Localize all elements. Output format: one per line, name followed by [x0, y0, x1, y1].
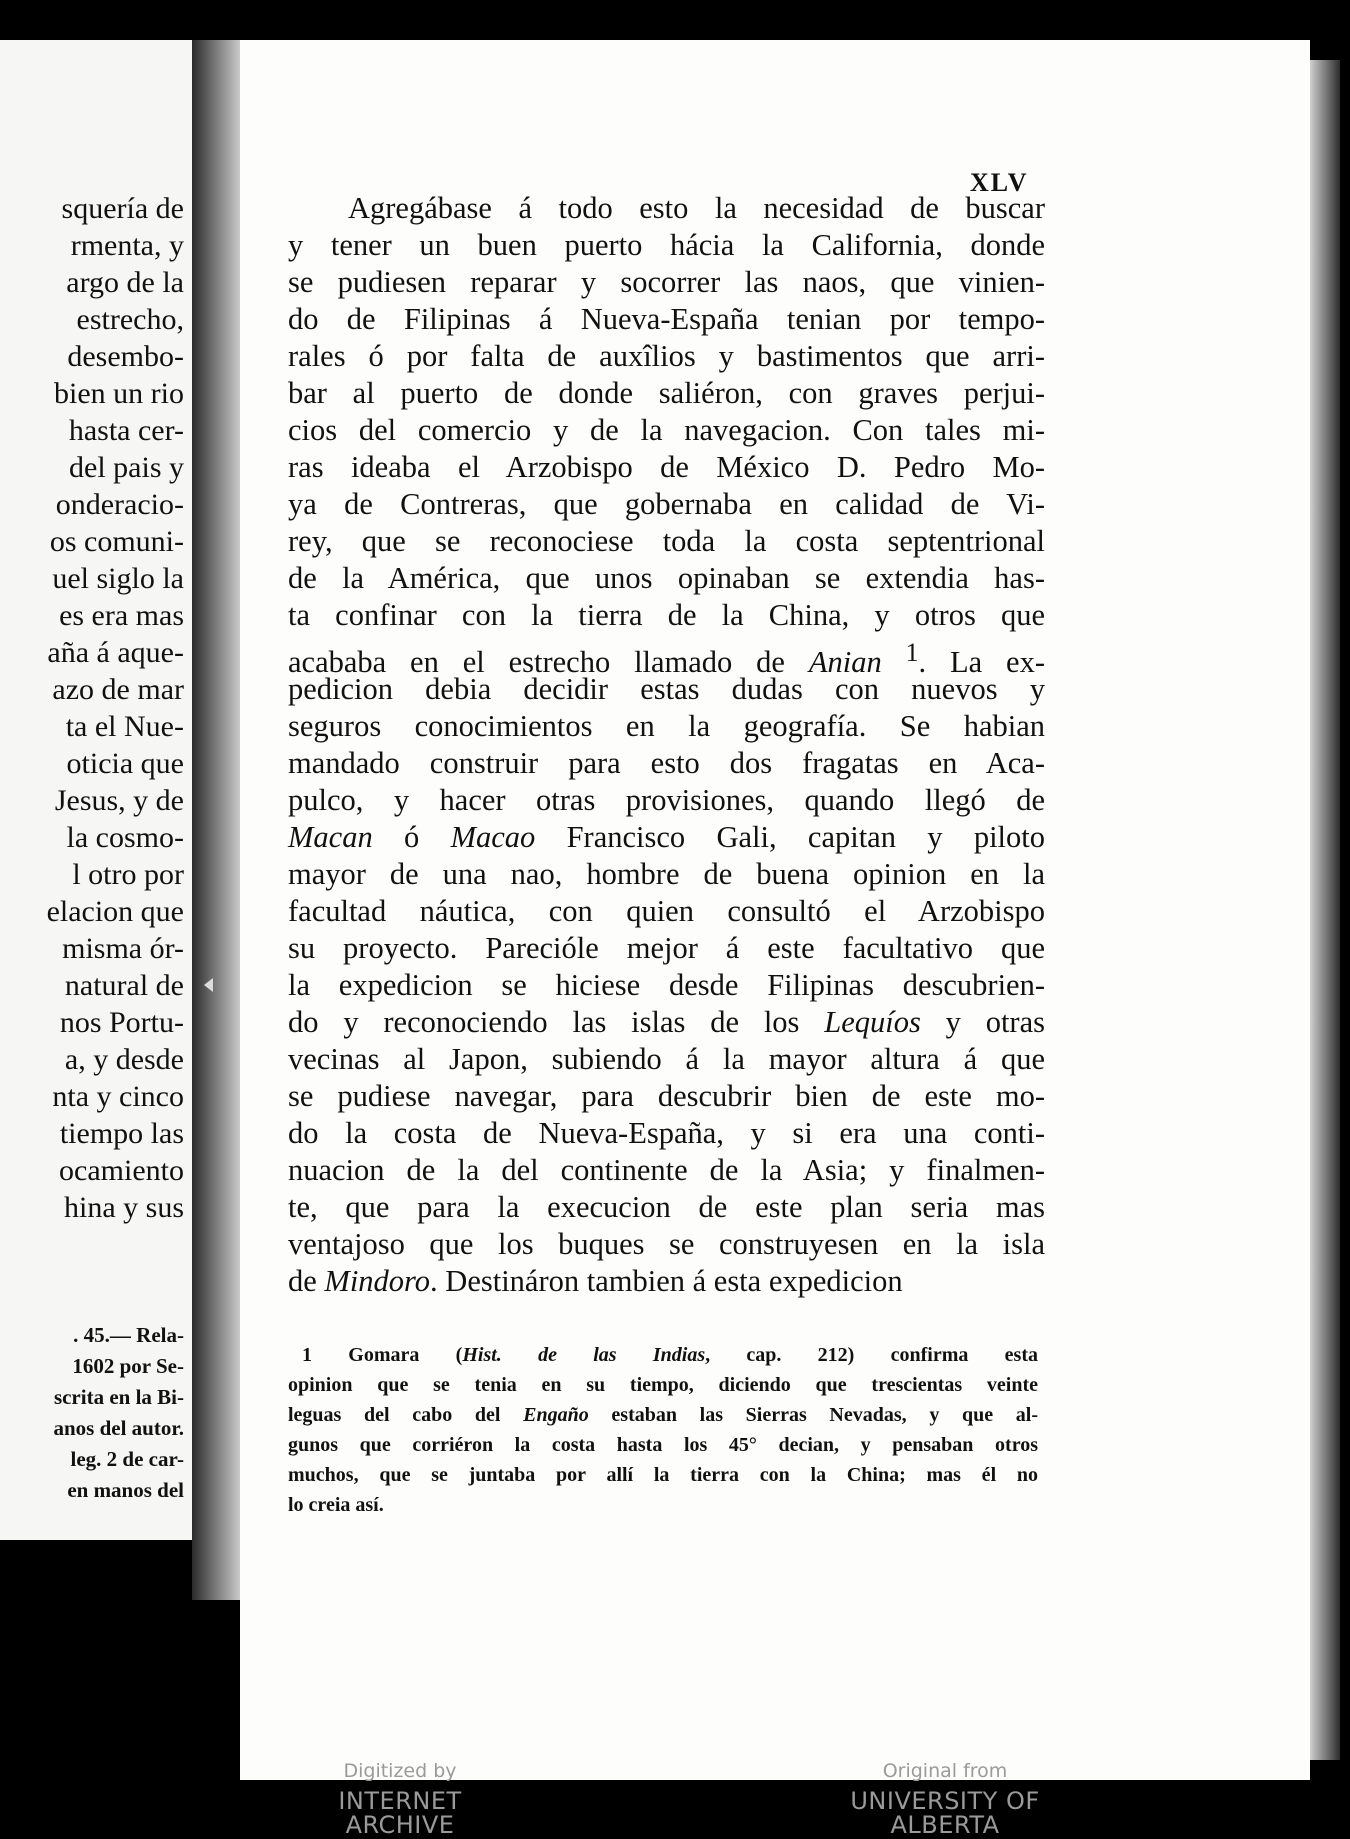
text-line: Agregábase á todo esto la necesidad de buscar: [348, 191, 1045, 225]
watermark-label: Digitized by: [343, 1760, 457, 1782]
italic-place-name: Lequíos: [824, 1005, 921, 1039]
page-edge-marker: [204, 978, 213, 992]
footnote-line: [288, 1340, 1038, 1370]
footnote-number: 1: [302, 1344, 312, 1366]
text-segment: y otras: [920, 1005, 1045, 1039]
text-line: se pudiese navegar, para descubrir bien de este mo-: [288, 1079, 1045, 1113]
left-page-line: l otro por: [72, 858, 184, 891]
text-segment: estaban las Sierras Nevadas, y que al-: [588, 1404, 1038, 1426]
left-page-line: oticia que: [66, 747, 184, 780]
text-segment: , cap. 212) confirma esta: [705, 1344, 1038, 1366]
left-facing-page: [0, 40, 192, 1540]
left-page-line: aña á aque-: [47, 636, 184, 669]
text-line: ras ideaba el Arzobispo de México D. Pedro Mo-: [288, 450, 1045, 484]
left-page-note-line: . 45.— Rela-: [73, 1323, 184, 1347]
text-line: mayor de una nao, hombre de buena opinion en la: [288, 857, 1045, 891]
italic-place-name: Anian: [808, 645, 882, 680]
left-page-line: tiempo las: [59, 1117, 184, 1150]
page-edge-shadow: [1310, 60, 1340, 1760]
watermark-source: INTERNET ARCHIVE: [338, 1787, 462, 1839]
left-page-line: bien un rio: [54, 377, 184, 410]
text-segment: acababa en el estrecho llamado de: [288, 645, 809, 680]
left-page-line: argo de la: [66, 266, 184, 299]
footnote-line: muchos, que se juntaba por allí la tierra con la China; mas él no: [288, 1464, 1038, 1486]
italic-place-name: Mindoro: [324, 1264, 431, 1298]
footnote-line: opinion que se tenia en su tiempo, diciendo que trescientas veinte: [288, 1374, 1038, 1396]
text-line: do de Filipinas á Nueva-España tenian por tempo-: [288, 302, 1045, 336]
text-line-macao: [288, 819, 1045, 856]
footnote-line: [288, 1400, 1038, 1430]
text-line: nuacion de la del continente de la Asia; y finalmen-: [288, 1153, 1045, 1187]
left-page-line: es era mas: [59, 599, 184, 632]
body-text: [288, 190, 1045, 1300]
text-line: rey, que se reconociese toda la costa septentrional: [288, 524, 1045, 558]
text-segment: ó: [372, 820, 451, 854]
italic-title: Hist. de las Indias: [462, 1344, 706, 1366]
left-page-line: nta y cinco: [52, 1080, 184, 1113]
watermark-label: Original from: [882, 1760, 1008, 1782]
text-line: pedicion debia decidir estas dudas con nuevos y: [288, 672, 1045, 706]
left-page-note-line: 1602 por Se-: [72, 1354, 184, 1378]
left-page-line: hina y sus: [64, 1191, 184, 1224]
text-line: vecinas al Japon, subiendo á la mayor altura á que: [288, 1042, 1045, 1076]
text-line-lequios: [288, 1004, 1045, 1041]
left-page-line: azo de mar: [52, 673, 184, 706]
text-segment: leguas del cabo del: [288, 1404, 524, 1426]
text-line: bar al puerto de donde saliéron, con graves perjui-: [288, 376, 1045, 410]
italic-place-name: Engaño: [523, 1404, 589, 1426]
page-number: XLV: [970, 168, 1029, 197]
text-line: rales ó por falta de auxîlios y bastimentos que arri-: [288, 339, 1045, 373]
left-page-line: uel siglo la: [52, 562, 184, 595]
left-page-line: desembo-: [67, 340, 184, 373]
left-page-line: natural de: [64, 969, 184, 1002]
left-page-line: onderacio-: [55, 488, 184, 521]
left-page-line: misma ór-: [62, 932, 184, 965]
digitized-by-watermark: [290, 1762, 510, 1837]
text-line: pulco, y hacer otras provisiones, quando llegó de: [288, 783, 1045, 817]
text-line: seguros conocimientos en la geografía. Se habian: [288, 709, 1045, 743]
left-page-line: rmenta, y: [70, 229, 184, 262]
text-line: ya de Contreras, que gobernaba en calidad de Vi-: [288, 487, 1045, 521]
text-segment: Francisco Gali, capitan y piloto: [535, 820, 1046, 854]
italic-place-name: Macao: [450, 820, 536, 854]
footnote-line: gunos que corriéron la costa hasta los 45° decian, y pensaban otros: [288, 1434, 1038, 1456]
left-page-line: ta el Nue-: [65, 710, 184, 743]
left-page-note-line: en manos del: [67, 1478, 184, 1502]
footnote: [288, 1340, 1038, 1520]
text-line: te, que para la execucion de este plan seria mas: [288, 1190, 1045, 1224]
left-page-note-line: leg. 2 de car-: [70, 1447, 184, 1471]
text-line: su proyecto. Parecióle mejor á este facultativo que: [288, 931, 1045, 965]
text-line: de la América, que unos opinaban se extendia has-: [288, 561, 1045, 595]
text-line-mindoro: [288, 1263, 1045, 1300]
left-page-line: os comuni-: [49, 525, 184, 558]
left-page-note-line: anos del autor.: [53, 1416, 184, 1440]
text-segment: de: [288, 1264, 325, 1298]
left-page-line: elacion que: [46, 895, 184, 928]
watermark-source: UNIVERSITY OF ALBERTA: [850, 1787, 1040, 1839]
text-segment: . Destináron tambien á esta expedicion: [430, 1264, 903, 1298]
left-page-line: a, y desde: [64, 1043, 184, 1076]
text-line: do la costa de Nueva-España, y si era una conti-: [288, 1116, 1045, 1150]
text-line: ventajoso que los buques se construyesen en la isla: [288, 1227, 1045, 1261]
left-page-line: Jesus, y de: [54, 784, 184, 817]
book-gutter: [192, 40, 240, 1600]
left-page-line: la cosmo-: [66, 821, 184, 854]
footnote-line: lo creia así.: [288, 1494, 384, 1516]
text-segment: Gomara (: [312, 1344, 463, 1366]
text-line: cios del comercio y de la navegacion. Con tales mi-: [288, 413, 1045, 447]
text-line-anian: [288, 634, 1046, 680]
left-page-line: nos Portu-: [59, 1006, 184, 1039]
left-page-line: estrecho,: [76, 303, 184, 336]
italic-place-name: Macan: [288, 820, 373, 854]
text-line: y tener un buen puerto hácia la California, donde: [288, 228, 1045, 262]
left-page-line: squería de: [61, 192, 184, 225]
text-line: se pudiesen reparar y socorrer las naos, que vinien-: [288, 265, 1045, 299]
text-line: ta confinar con la tierra de la China, y otros que: [288, 598, 1045, 632]
text-segment: . La ex-: [918, 645, 1046, 680]
left-page-note-line: scrita en la Bi-: [53, 1385, 184, 1409]
footnote-reference: 1: [905, 638, 919, 667]
original-from-watermark: [805, 1762, 1085, 1837]
text-segment: do y reconociendo las islas de los: [288, 1005, 825, 1039]
text-line: mandado construir para esto dos fragatas en Aca-: [288, 746, 1045, 780]
left-page-line: ocamiento: [59, 1154, 184, 1187]
text-line: facultad náutica, con quien consultó el Arzobispo: [288, 894, 1045, 928]
left-page-line: del pais y: [69, 451, 184, 484]
left-page-line: hasta cer-: [68, 414, 184, 447]
text-line: la expedicion se hiciese desde Filipinas descubrien-: [288, 968, 1045, 1002]
